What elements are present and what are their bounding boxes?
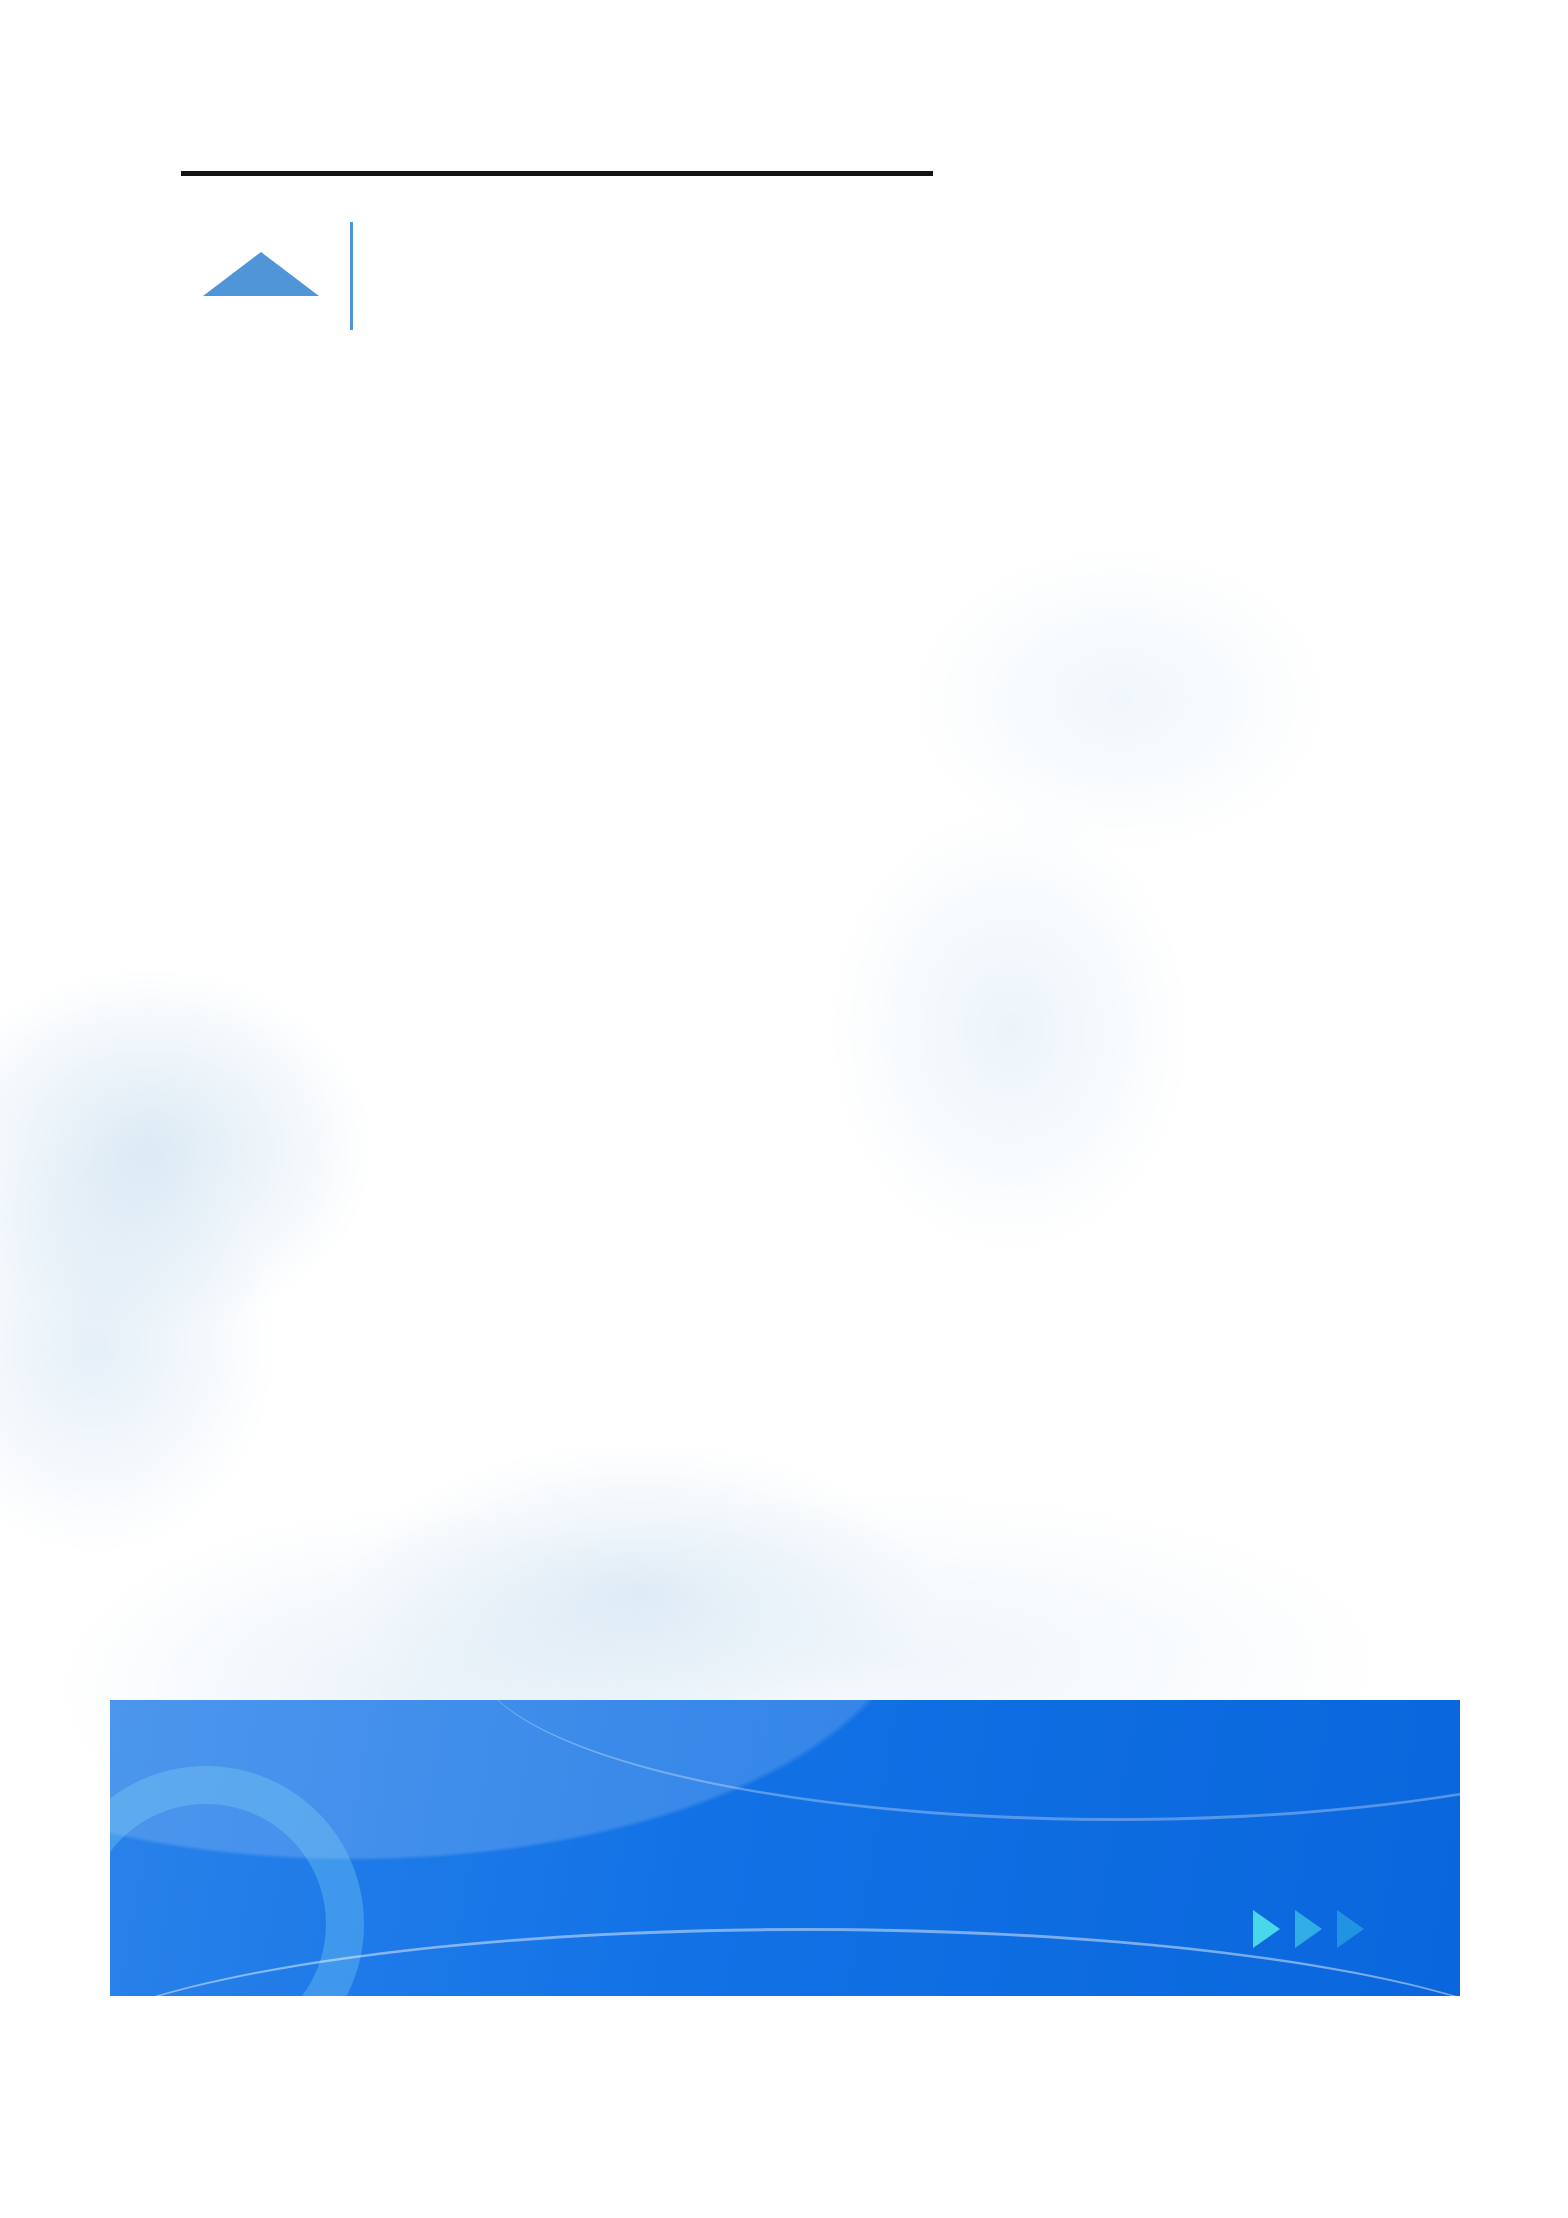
daily-title [186,340,934,383]
question-3-equation [198,748,406,760]
matrix-grid [673,887,713,899]
q3-option-c [186,1022,651,1048]
matrix-grid [673,1029,713,1041]
top-rule [181,171,933,176]
logo-triangle-icon [203,252,319,296]
q3-options-row-cd [186,1022,1186,1048]
header-divider [350,222,353,330]
q3-option-d [651,1022,1116,1048]
play-arrow-icon [1295,1910,1322,1948]
matrix-grid [236,748,282,760]
bottom-banner [110,1700,1460,1996]
block-matrix-c [228,748,290,760]
option-matrix [665,1029,721,1041]
option-matrix [665,887,721,899]
header [186,222,934,330]
banner-arc [475,1700,1461,1821]
q3-options-row-ab [186,880,1186,906]
q3-option-a [186,880,651,906]
play-arrow-icon [1253,1910,1280,1948]
matrix-grid [208,887,248,899]
banner-arrows [1253,1910,1364,1948]
matrix-grid [208,1029,248,1041]
q3-option-b [651,880,1116,906]
option-matrix [200,1029,256,1041]
play-arrow-icon [1337,1910,1364,1948]
option-matrix [200,887,256,899]
success-logo [186,252,336,301]
